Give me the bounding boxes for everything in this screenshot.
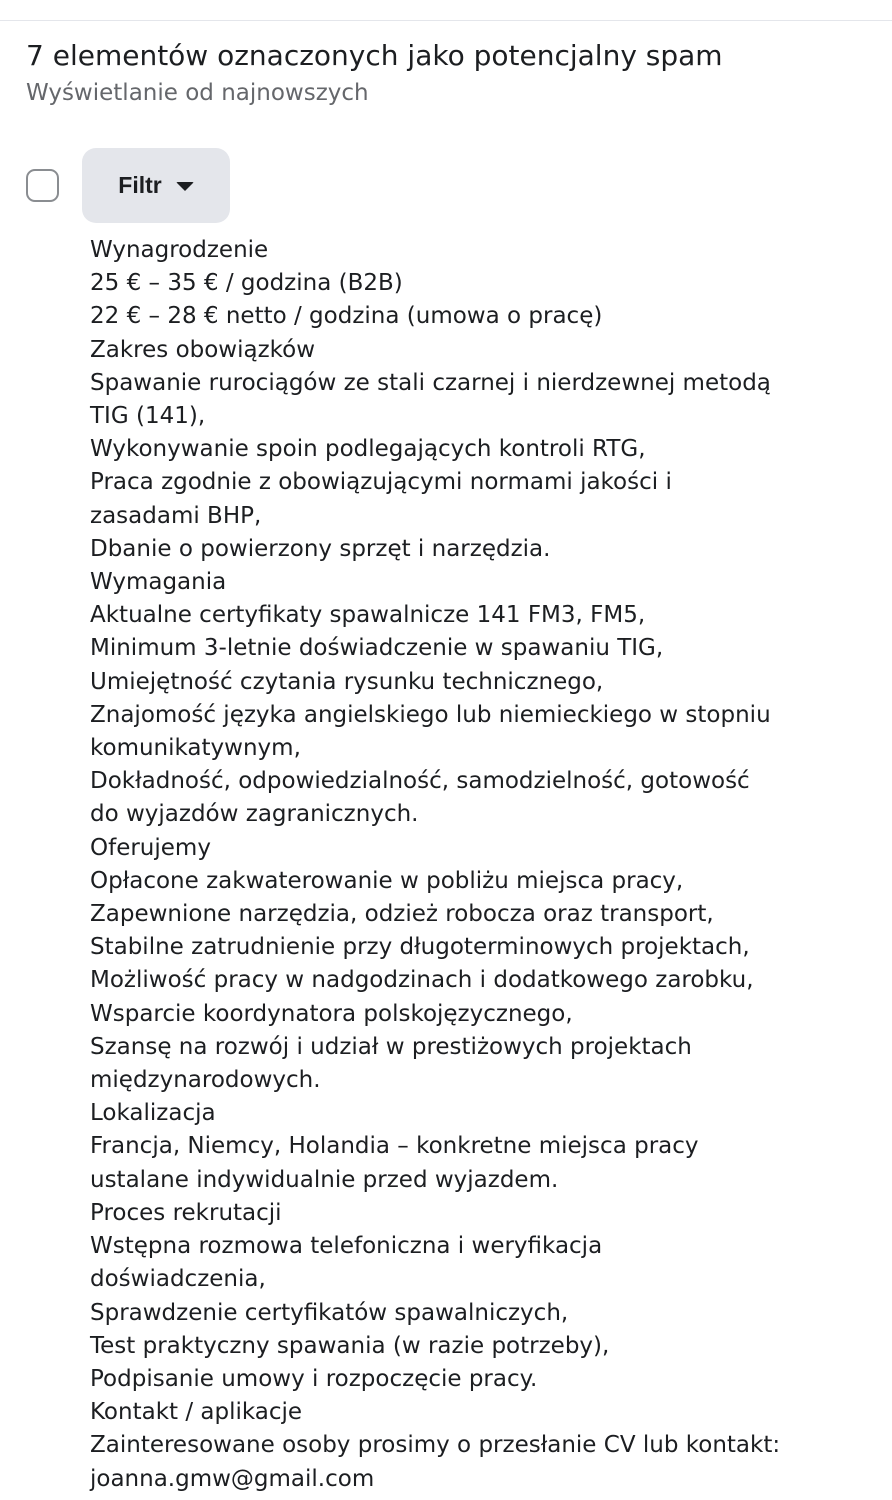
top-divider [0,20,892,21]
message-line: TIG (141), [90,403,206,430]
page-title: 7 elementów oznaczonych jako potencjalny spam [26,39,723,72]
message-line: Test praktyczny spawania (w razie potrzeby), [90,1332,610,1359]
message-body [90,234,880,1496]
message-line: Dbanie o powierzony sprzęt i narzędzia. [90,535,551,562]
message-line: Możliwość pracy w nadgodzinach i dodatkowego zarobku, [90,967,754,994]
message-line: Podpisanie umowy i rozpoczęcie pracy. [90,1365,538,1392]
message-line: Spawanie rurociągów ze stali czarnej i nierdzewnej metodą [90,369,771,396]
message-line: Proces rekrutacji [90,1199,282,1226]
filter-button[interactable] [82,148,230,223]
filter-label: Filtr [118,172,162,198]
message-line: Wstępna rozmowa telefoniczna i weryfikacja [90,1233,603,1260]
message-line: międzynarodowych. [90,1067,321,1094]
message-line: joanna.gmw@gmail.com [90,1465,375,1492]
message-line: Znajomość języka angielskiego lub niemieckiego w stopniu [90,701,771,728]
message-line: Szansę na rozwój i udział w prestiżowych projektach [90,1033,692,1060]
message-line: Zapewnione narzędzia, odzież robocza oraz transport, [90,901,714,928]
sort-order-label: Wyświetlanie od najnowszych [26,80,369,106]
message-line: komunikatywnym, [90,735,301,762]
message-line: Praca zgodnie z obowiązującymi normami jakości i [90,469,672,496]
caret-down-icon [176,182,194,191]
message-line: doświadczenia, [90,1266,266,1293]
message-line: Sprawdzenie certyfikatów spawalniczych, [90,1299,569,1326]
message-line: Dokładność, odpowiedzialność, samodzielność, gotowość [90,768,750,795]
message-line: Lokalizacja [90,1100,216,1127]
message-line: Oferujemy [90,834,211,861]
message-line: do wyjazdów zagranicznych. [90,801,419,828]
page-header [26,36,876,108]
message-line: Minimum 3-letnie doświadczenie w spawaniu TIG, [90,635,664,662]
select-all-checkbox[interactable] [26,169,59,202]
message-line: Wsparcie koordynatora polskojęzycznego, [90,1000,573,1027]
message-line: Opłacone zakwaterowanie w pobliżu miejsca pracy, [90,867,684,894]
message-line: ustalane indywidualnie przed wyjazdem. [90,1166,559,1193]
message-line: 25 € – 35 € / godzina (B2B) [90,270,403,297]
message-line: Francja, Niemcy, Holandia – konkretne miejsca pracy [90,1133,699,1160]
message-line: Wymagania [90,569,227,596]
message-line: Zakres obowiązków [90,336,316,363]
message-line: 22 € – 28 € netto / godzina (umowa o pracę) [90,303,603,330]
message-line: Wynagrodzenie [90,237,269,263]
message-line: Kontakt / aplikacje [90,1399,303,1426]
message-line: zasadami BHP, [90,502,262,529]
message-line: Umiejętność czytania rysunku technicznego, [90,668,604,695]
message-line: Aktualne certyfikaty spawalnicze 141 FM3, FM5, [90,602,646,629]
message-line: Zainteresowane osoby prosimy o przesłanie CV lub kontakt: [90,1432,781,1459]
message-line: Stabilne zatrudnienie przy długoterminowych projektach, [90,934,750,961]
filter-row [26,148,230,223]
message-line: Wykonywanie spoin podlegających kontroli RTG, [90,436,646,463]
